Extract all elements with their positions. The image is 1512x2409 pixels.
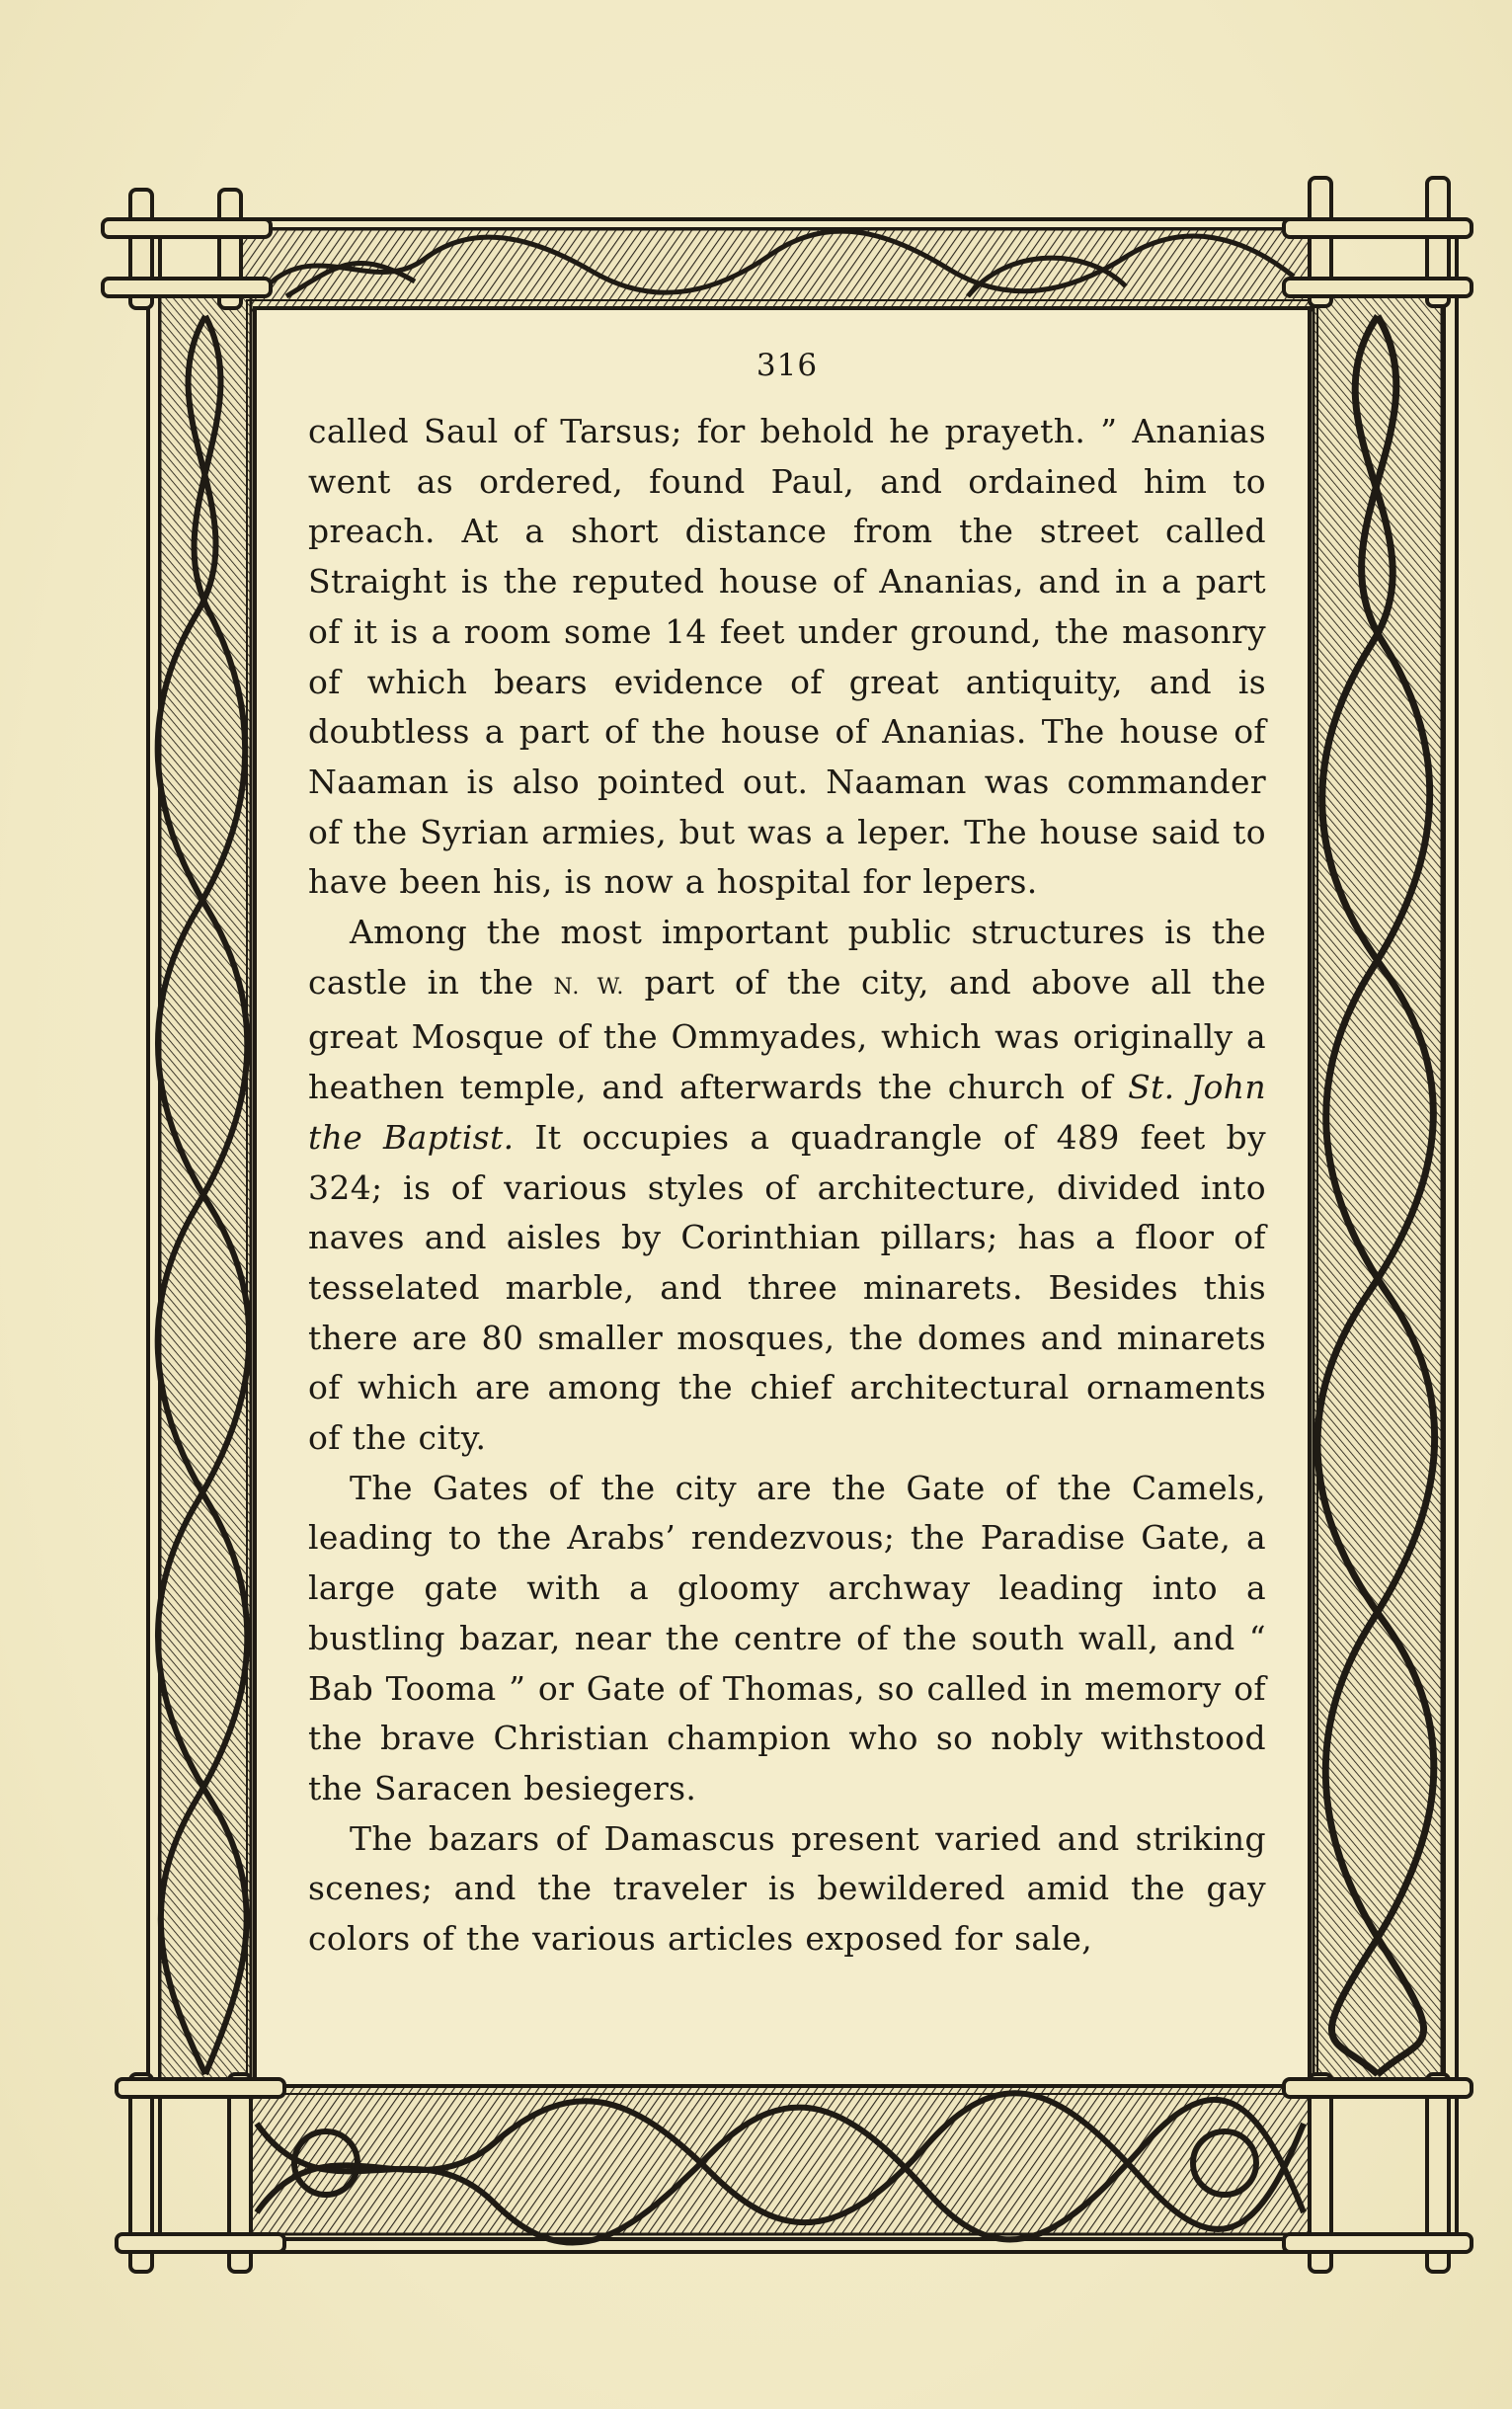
text-segment: part of the city, and above all the great Mosque of the Ommyades, which was originally a heathen temple, and afterwards the church of bbox=[308, 962, 1266, 1107]
paragraph-4 bbox=[308, 1814, 1266, 1965]
paragraph-1 bbox=[308, 407, 1266, 908]
paragraph-2 bbox=[308, 908, 1266, 1464]
page-number: 316 bbox=[756, 348, 819, 383]
text-block bbox=[308, 346, 1266, 1965]
text-segment: It occupies a quadrangle of 489 feet by 324; is of various styles of architecture, divided into naves and aisles by Corinthian pillars; has a floor of tesselated marble, and three minarets. Besides this there are 80 smaller mosques, the domes and minarets of which are among the chief architectural ornaments of the city. bbox=[308, 1117, 1266, 1458]
text-segment-smallcaps: N. W. bbox=[553, 974, 625, 1000]
text-segment-italic: St. John the Baptist. bbox=[308, 1068, 1266, 1157]
text-segment: The bazars of Damascus present varied and striking scenes; and the traveler is bewildered amid the gay colors of the various articles exposed for sale, bbox=[308, 1818, 1266, 1959]
text-segment: called Saul of Tarsus; for behold he prayeth. ” Ananias went as ordered, found Paul, and ordained him to preach. At a short distance from the street called Straight is the reputed house of Ananias, and in a part of it is a room some 14 feet under ground, the masonry of which bears evidence of great antiquity, and is doubtless a part of the house of Ananias. The house of Naaman is also pointed out. Naaman was commander of the Syrian armies, but was a leper. The house said to have been his, is now a hospital for lepers. bbox=[308, 412, 1266, 902]
text-segment: Among the most important public structures is the castle in the bbox=[308, 913, 1266, 1002]
paragraph-3 bbox=[308, 1464, 1266, 1814]
text-segment: The Gates of the city are the Gate of the Camels, leading to the Arabs’ rendezvous; the Paradise Gate, a large gate with a gloomy archway leading into a bustling bazar, near the centre of the south wall, and “ Bab Tooma ” or Gate of Thomas, so called in memory of the brave Christian champion who so nobly withstood the Saracen besiegers. bbox=[308, 1468, 1266, 1807]
